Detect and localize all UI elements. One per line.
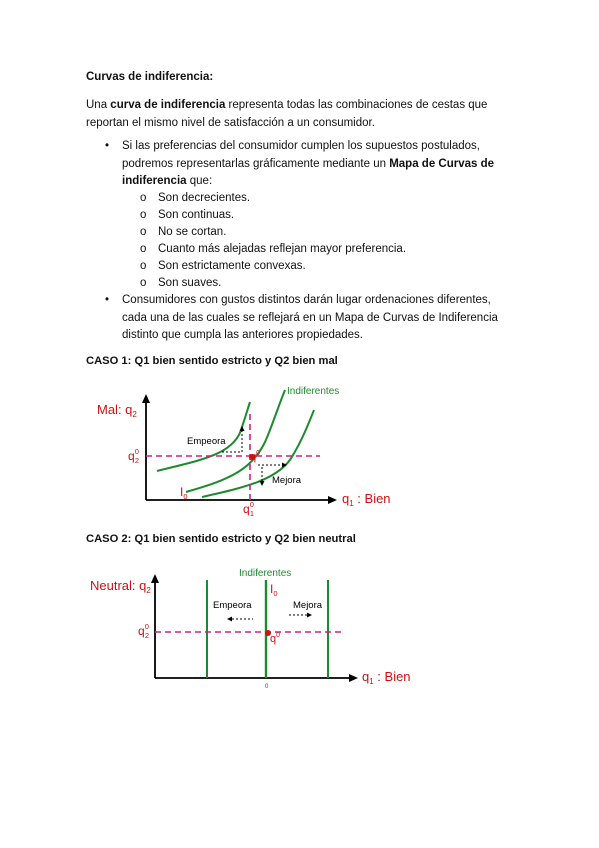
- x-axis-arrowhead: [328, 496, 337, 504]
- x-axis-label: $q_1$ : Bien: [342, 491, 391, 508]
- circle-bullet-icon: o: [140, 209, 147, 221]
- point-label: $q^0$: [250, 450, 261, 463]
- intro-paragraph: [86, 96, 516, 132]
- bullet-text: [122, 138, 517, 191]
- y-axis-label: Mal: $q_2$: [97, 402, 137, 419]
- intro-text-pre: Una: [86, 99, 111, 111]
- case2-diagram: [0, 560, 599, 700]
- y-axis-arrowhead: [142, 394, 150, 403]
- x-zero-label: 0: [265, 684, 269, 690]
- q1-zero-label: $q^0$ 1: [243, 500, 255, 518]
- property-text: No se cortan.: [158, 226, 227, 238]
- curves-label: Indiferentes: [287, 386, 340, 397]
- x-axis-label: $q_1$ : Bien: [362, 669, 411, 686]
- circle-bullet-icon: o: [140, 277, 147, 289]
- worse-label: Empeora: [187, 436, 226, 447]
- worse-arrowhead-icon: [240, 426, 245, 431]
- better-label: Mejora: [293, 600, 323, 611]
- bullet-icon: •: [105, 140, 110, 152]
- q2-zero-label: $q^0$ 2: [138, 622, 150, 640]
- point-label: $q^0$: [270, 632, 281, 645]
- intro-term: curva de indiferencia: [110, 99, 226, 111]
- i0-label: $I_0$: [270, 582, 278, 598]
- circle-bullet-icon: o: [140, 260, 147, 272]
- circle-bullet-icon: o: [140, 192, 147, 204]
- worse-arrowhead-icon: [227, 617, 232, 622]
- better-label: Mejora: [272, 475, 302, 486]
- q2-zero-label: $q^0$ 2: [128, 447, 140, 465]
- x-axis-arrowhead: [349, 674, 358, 682]
- circle-bullet-icon: o: [140, 226, 147, 238]
- i0-label: $I_0$: [180, 485, 188, 501]
- case1-diagram: [0, 380, 599, 520]
- circle-bullet-icon: o: [140, 243, 147, 255]
- section-heading: Curvas de indiferencia:: [86, 71, 214, 83]
- better-arrowhead-icon: [307, 613, 312, 618]
- property-text: Son continuas.: [158, 209, 235, 221]
- bullet-icon: •: [105, 294, 110, 306]
- better-arrowhead-down-icon: [260, 481, 265, 486]
- y-axis-arrowhead: [151, 574, 159, 583]
- intro-text-post: representa todas las combinaciones de cestas que reportan el mismo nivel de satisfacción a un consumidor.: [86, 99, 488, 129]
- case2-title: CASO 2: Q1 bien sentido estricto y Q2 bien neutral: [86, 533, 356, 545]
- property-text: Son decrecientes.: [158, 192, 251, 204]
- y-axis-label: Neutral: $q_2$: [90, 578, 151, 595]
- property-text: Son estrictamente convexas.: [158, 260, 306, 272]
- curves-label: Indiferentes: [239, 568, 292, 579]
- bullet1-term: Mapa de Curvas de indiferencia: [122, 157, 495, 187]
- case1-title: CASO 1: Q1 bien sentido estricto y Q2 bien mal: [86, 355, 338, 367]
- bullet1-pre: Si las preferencias del consumidor cumplen los supuestos postulados, podremos representarlas gráficamente mediante un: [122, 140, 480, 170]
- property-text: Son suaves.: [158, 277, 222, 289]
- bullet-text: Consumidores con gustos distintos darán lugar ordenaciones diferentes, cada una de las cuales se reflejará en un Mapa de Curvas de Indiferencia distinto que cumpla las anteriores propiedades.: [122, 294, 498, 341]
- bullet1-post: que:: [186, 175, 213, 187]
- property-text: Cuanto más alejadas reflejan mayor preferencia.: [158, 243, 407, 255]
- worse-label: Empeora: [213, 600, 252, 611]
